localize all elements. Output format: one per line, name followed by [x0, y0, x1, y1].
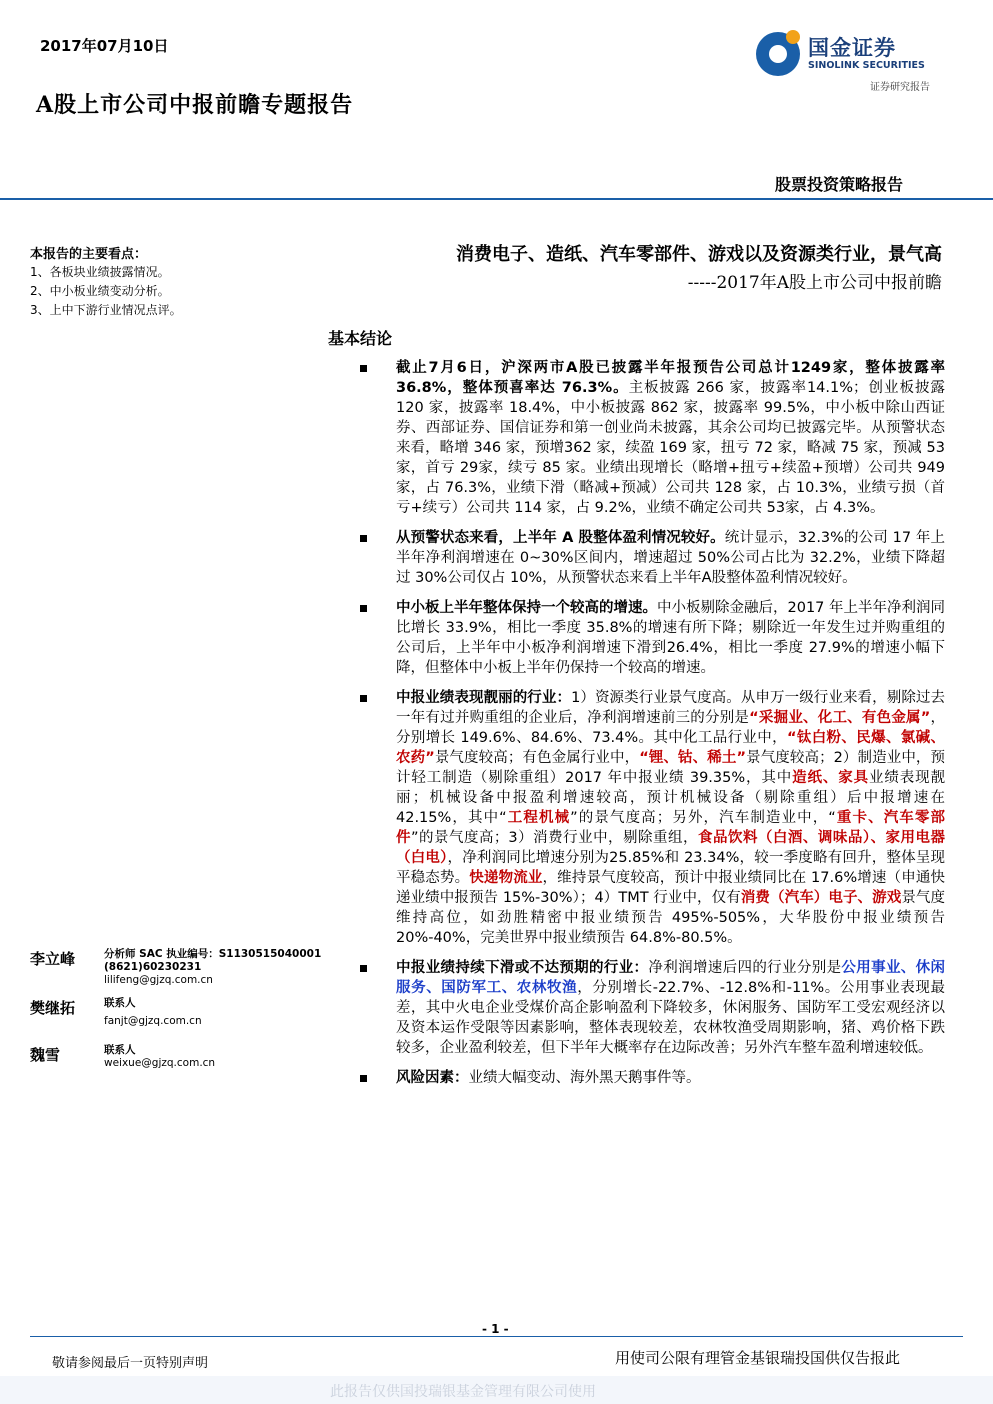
bullet-square-icon — [360, 535, 367, 542]
page-number: - 1 - — [482, 1322, 509, 1336]
headline: 消费电子、造纸、汽车零部件、游戏以及资源类行业，景气高 — [456, 244, 942, 265]
analyst-email[interactable]: fanjt@gjzq.com.cn — [104, 1015, 202, 1027]
report-title: A股上市公司中报前瞻专题报告 — [36, 92, 354, 118]
analyst-phone: (8621)60230231 — [104, 961, 202, 973]
bullet-lead: 中报业绩表现靓丽的行业： — [396, 690, 572, 706]
sidebar-list — [30, 263, 182, 320]
bullet-text: 中小板剔除金融后，2017 年上半年净利润同比增长 33.9%，相比一季度 35.8%的增速有所下降；剔除近一年发生过并购重组的公司后，上半年中小板净利润增速下滑到26.4%，相比一季度 27.9%的增速小幅下降，但整体中小板上半年仍保持一个较高的增速。 — [396, 600, 946, 676]
analyst-sac: 分析师 SAC 执业编号：S1130515040001 — [104, 948, 322, 960]
analyst-name: 樊继拓 — [30, 999, 76, 1017]
bullet-text: ”的景气度高；3）消费行业中，剔除重组， — [411, 830, 698, 846]
bullet-lead: 风险因素： — [396, 1070, 469, 1086]
bullet-text: 景气度较高；有色金属行业中， — [434, 750, 640, 766]
bullet-square-icon — [360, 365, 367, 372]
highlight-red: 重卡、汽车零部件 — [396, 810, 945, 846]
highlight-blue: 公用事业、休闲服务、国防军工、农林牧渔 — [396, 960, 946, 996]
bullet-lead: 截止7月6日，沪深两市A股已披露半年报预告公司总计1249家，整体披露率 36.8%，整体预喜率达 76.3%。 — [396, 360, 945, 396]
bullet-square-icon — [360, 605, 367, 612]
logo-name-en: SINOLINK SECURITIES — [808, 60, 925, 71]
conclusion-item — [360, 958, 945, 1058]
bullet-text: 景气度较高；2）制造业中，预计轻工制造（剔除重组）2017 年中报业绩 39.35%，其中 — [396, 750, 946, 786]
sidebar-item: 3、上中下游行业情况点评。 — [30, 303, 182, 317]
analyst-info — [104, 1044, 215, 1070]
analyst-role: 联系人 — [104, 1044, 136, 1056]
bullet-text: ”的景气度高；另外，汽车制造业中，“ — [570, 810, 836, 826]
highlight-red: “锂、钴、稀土” — [639, 750, 746, 766]
conclusion-item — [360, 528, 945, 588]
bullet-text: 景气度维持高位，如劲胜精密中报业绩预告 495%-505%，大华股份中报业绩预告 20%-40%，完美世界中报业绩预告 64.8%-80.5%。 — [396, 890, 946, 946]
highlight-red: 食品饮料（白酒、调味品）、家用电器（白电） — [396, 830, 946, 866]
analyst-name: 魏雪 — [30, 1046, 61, 1064]
bullet-text: 1）资源类行业景气度高。从申万一级行业来看，剔除过去一年有过并购重组的企业后，净利润增速前三的分别是 — [396, 690, 945, 726]
section-title: 基本结论 — [328, 329, 393, 348]
conclusion-item — [360, 598, 945, 678]
highlight-red: “采掘业、化工、有色金属” — [749, 710, 931, 726]
bullet-text: ，分别增长-22.7%、-12.8%和-11%。公用事业表现最差，其中火电企业受煤价高企影响盈利下降较多，休闲服务、国防军工受宏观经济以及资本运作受限等因素影响，整体表现较差，农林牧渔受周期影响，猪、鸡价格下跌较多，企业盈利较差，但下半年大概率存在边际改善；另外汽车整车盈利增速较低。 — [396, 980, 945, 1056]
analyst-info — [104, 948, 321, 987]
footer-divider — [30, 1336, 963, 1337]
analyst-email[interactable]: lilifeng@gjzq.com.cn — [104, 974, 213, 986]
analyst-info — [104, 997, 202, 1028]
bullet-lead: 中报业绩持续下滑或不达预期的行业： — [396, 960, 649, 976]
watermark-text: 此报告仅供国投瑞银基金管理有限公司使用 — [330, 1384, 596, 1400]
report-category: 股票投资策略报告 — [775, 175, 904, 194]
bullet-text: ，维持景气度较高，预计中报业绩同比在 17.6%增速（申通快递业绩中报预告 15%-30%）；4）TMT 行业中，仅有 — [396, 870, 946, 906]
bullet-text: 业绩大幅变动、海外黑天鹅事件等。 — [468, 1070, 701, 1086]
highlight-red: 造纸、家具 — [792, 770, 870, 786]
bullet-text: 主板披露 266 家，披露率14.1%；创业板披露 120 家，披露率 18.4%，中小板披露 862 家，披露率 99.5%，中小板中除山西证券、西部证券、国信证券和第一创业尚未披露，其余公司均已披露完毕。从预警状态来看，略增 346 家，预增362 家，续盈 169 家，扭亏 72 家，略减 75 家，预减 53 家，首亏 29家，续亏 85 家。业绩出现增长（略增+扭亏+续盈+预增）公司共 949家，占 76.3%，业绩下滑（略减+预减）公司共 128 家，占 10.3%，业绩亏损（首亏+续亏）公司共 114 家，占 9.2%，业绩不确定公司共 53家，占 4.3%。 — [396, 380, 945, 516]
conclusion-item — [360, 1068, 945, 1088]
footer-disclaimer: 敬请参阅最后一页特别声明 — [52, 1356, 209, 1371]
logo-subtitle: 证券研究报告 — [870, 82, 930, 93]
analyst-role: 联系人 — [104, 997, 136, 1009]
header-divider — [0, 198, 993, 200]
analyst-email[interactable]: weixue@gjzq.com.cn — [104, 1057, 216, 1069]
bullet-square-icon — [360, 695, 367, 702]
bullet-text: ，分别增长 149.6%、84.6%、73.4%。其中化工品行业中， — [396, 710, 946, 746]
bullet-lead: 中小板上半年整体保持一个较高的增速。 — [396, 600, 657, 616]
bullet-square-icon — [360, 965, 367, 972]
conclusion-list — [360, 358, 945, 1098]
highlight-red: 快递物流业 — [469, 870, 543, 886]
logo-dot-icon — [786, 30, 800, 44]
conclusion-item — [360, 688, 945, 948]
report-date: 2017年07月10日 — [40, 37, 169, 55]
conclusion-item — [360, 358, 945, 518]
bullet-text: 统计显示，32.3%的公司 17 年上半年净利润增速在 0~30%区间内，增速超过 50%公司占比为 32.2%，业绩下降超过 30%公司仅占 10%，从预警状态来看上半年A股整体盈利情况较好。 — [396, 530, 945, 586]
sidebar-item: 2、中小板业绩变动分析。 — [30, 284, 170, 298]
bullet-text: 业绩表现靓丽；机械设备中报盈利增速较高，预计机械设备（剔除重组）后中报增速在 42.15%，其中“ — [396, 770, 946, 826]
sidebar-item: 1、各板块业绩披露情况。 — [30, 265, 170, 279]
highlight-red: 消费（汽车）电子、游戏 — [740, 890, 902, 906]
bullet-square-icon — [360, 1075, 367, 1082]
bullet-text: 净利润增速后四的行业分别是 — [648, 960, 842, 976]
highlight-red: 工程机械 — [506, 810, 571, 826]
bullet-text: ，净利润同比增速分别为25.85%和 23.34%，较一季度略有回升，整体呈现平稳态势。 — [396, 850, 946, 886]
analyst-name: 李立峰 — [30, 950, 76, 968]
logo-name-cn: 国金证券 — [808, 36, 896, 60]
bullet-lead: 从预警状态来看，上半年 A 股整体盈利情况较好。 — [396, 530, 725, 546]
highlight-red: “钛白粉、民爆、氯碱、农药” — [396, 730, 945, 766]
sidebar-heading: 本报告的主要看点： — [30, 247, 148, 262]
subheadline: -----2017年A股上市公司中报前瞻 — [687, 273, 942, 293]
footer-notice: 用使司公限有理管金基银瑞投国供仅告报此 — [615, 1349, 901, 1367]
